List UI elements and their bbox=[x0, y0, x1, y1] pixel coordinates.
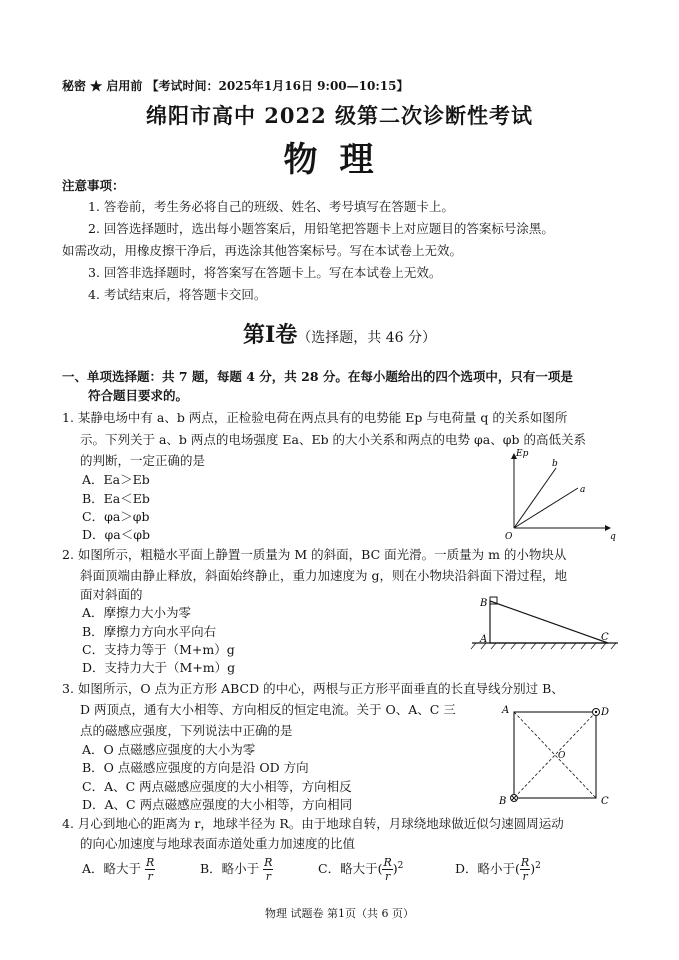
label-d: D bbox=[601, 707, 610, 718]
label-a: A bbox=[502, 705, 510, 716]
label-b: B bbox=[499, 796, 507, 807]
option-prefix: B．略小于 bbox=[200, 861, 260, 876]
option-prefix: A．略大于 bbox=[82, 861, 142, 876]
subject-title: 物理 bbox=[283, 140, 396, 180]
question-2-option-d: D．支持力大于（M+m）g bbox=[82, 660, 236, 675]
page-footer: 物理 试题卷 第1页（共 6 页） bbox=[265, 907, 414, 920]
part1-instruction: 符合题目要求的。 bbox=[88, 388, 189, 403]
y-axis-label: Ep bbox=[516, 449, 529, 459]
notice-item: 3. 回答非选择题时，将答案写在答题卡上。写在本试卷上无效。 bbox=[88, 265, 442, 280]
fraction bbox=[263, 856, 273, 883]
fraction bbox=[520, 856, 530, 883]
question-2-option-a: A．摩擦力大小为零 bbox=[82, 605, 192, 620]
fraction-numerator: R bbox=[520, 856, 530, 869]
question-4-text: 的向心加速度与地球表面赤道处重力加速度的比值 bbox=[80, 836, 356, 851]
fraction-numerator: R bbox=[264, 856, 273, 869]
question-3-text: 3. 如图所示，O 点为正方形 ABCD 的中心，两根与正方形平面垂直的长直导线分别过 B、 bbox=[62, 681, 564, 696]
question-3-option-c: C．A、C 两点磁感应强度的大小相等，方向相反 bbox=[82, 779, 352, 794]
fraction-numerator: R bbox=[383, 856, 392, 869]
question-2-option-c: C．支持力等于（M+m）g bbox=[82, 642, 235, 657]
origin-label: O bbox=[505, 532, 513, 542]
label-c: C bbox=[601, 796, 609, 807]
section-note: （选择题，共 46 分） bbox=[297, 330, 436, 346]
line-b bbox=[514, 468, 556, 528]
question-1-option-a: A．Ea＞Eb bbox=[82, 472, 150, 487]
notice-item: 1. 答卷前，考生务必将自己的班级、姓名、考号填写在答题卡上。 bbox=[88, 199, 454, 214]
x-axis-label: q bbox=[610, 532, 616, 542]
exam-title: 绵阳市高中 2022 级第二次诊断性考试 bbox=[145, 103, 534, 128]
label-o: O bbox=[558, 751, 566, 761]
question-2-text: 面对斜面的 bbox=[80, 587, 143, 602]
fraction-denominator: r bbox=[384, 870, 391, 883]
question-2-option-b: B．摩擦力方向水平向右 bbox=[82, 624, 217, 639]
notice-item: 4. 考试结束后，将答题卡交回。 bbox=[88, 287, 267, 302]
line-a-label: a bbox=[580, 485, 586, 495]
question-3-text: 点的磁感应强度，下列说法中正确的是 bbox=[80, 723, 293, 738]
notice-heading: 注意事项： bbox=[62, 178, 125, 193]
question-1-figure bbox=[500, 446, 620, 542]
question-3-option-a: A．O 点磁感应强度的大小为零 bbox=[82, 742, 256, 757]
fraction-denominator: r bbox=[147, 870, 153, 883]
question-4-option-b bbox=[200, 856, 273, 883]
label-b: B bbox=[480, 598, 488, 609]
question-1-option-b: B．Ea＜Eb bbox=[82, 491, 150, 506]
question-1-text: 的判断，一定正确的是 bbox=[80, 453, 206, 468]
question-1-text: 1. 某静电场中有 a、b 两点，正检验电荷在两点具有的电势能 Ep 与电荷量 q 的关系如图所 bbox=[62, 410, 568, 425]
section-heading bbox=[0, 318, 679, 349]
exponent: 2 bbox=[397, 860, 404, 871]
question-3-option-b: B．O 点磁感应强度的方向是沿 OD 方向 bbox=[82, 760, 309, 775]
confidential-header: 秘密 ★ 启用前 【考试时间：2025年1月16日 9:00—10:15】 bbox=[62, 79, 409, 93]
label-c: C bbox=[601, 632, 609, 643]
part1-instruction: 一、单项选择题：共 7 题，每题 4 分，共 28 分。在每小题给出的四个选项中，只有一项是 bbox=[62, 369, 573, 384]
section-title: 第Ⅰ卷 bbox=[242, 322, 298, 348]
question-4-option-a bbox=[82, 856, 155, 883]
question-2-figure bbox=[470, 593, 620, 653]
fraction-denominator: r bbox=[265, 870, 271, 883]
question-2-text: 2. 如图所示，粗糙水平面上静置一质量为 M 的斜面，BC 面光滑。一质量为 m 的小物块从 bbox=[62, 547, 567, 562]
question-1-option-c: C．φa＞φb bbox=[82, 509, 150, 524]
question-4-option-d: D．略小于( $\frac{R}{r}$ )$^2$ bbox=[455, 856, 541, 883]
option-prefix: D．略小于 bbox=[455, 861, 516, 876]
question-3-option-d: D．A、C 两点磁感应强度的大小相等，方向相同 bbox=[82, 797, 353, 812]
fraction bbox=[382, 856, 392, 883]
question-3-figure bbox=[498, 700, 620, 810]
exponent: 2 bbox=[535, 860, 541, 871]
question-3-text: D 两顶点，通有大小相等、方向相反的恒定电流。关于 O、A、C 三 bbox=[80, 702, 456, 717]
line-a bbox=[514, 488, 578, 528]
notice-item: 2. 回答选择题时，选出每小题答案后，用铅笔把答题卡上对应题目的答案标号涂黑。 bbox=[88, 221, 554, 236]
fraction bbox=[145, 856, 155, 883]
question-1-option-d: D．φa＜φb bbox=[82, 527, 150, 542]
label-a: A bbox=[480, 634, 488, 645]
line-b-label: b bbox=[552, 459, 558, 469]
notice-item: 如需改动，用橡皮擦干净后，再选涂其他答案标号。写在本试卷上无效。 bbox=[62, 243, 463, 258]
wire-d-dot-icon bbox=[595, 711, 597, 713]
question-2-text: 斜面顶端由静止释放，斜面始终静止，重力加速度为 g，则在小物块沿斜面下滑过程，地 bbox=[80, 568, 567, 583]
fraction-numerator: R bbox=[146, 856, 155, 869]
fraction-denominator: r bbox=[522, 870, 528, 883]
option-prefix: C．略大于 bbox=[318, 861, 378, 876]
question-4-text: 4. 月心到地心的距离为 r，地球半径为 R。由于地球自转，月球绕地球做近似匀速圆周运动 bbox=[62, 816, 564, 831]
ground-hatching bbox=[471, 643, 616, 649]
question-4-option-c: C．略大于( $\frac{R}{r}$ )$^2$ bbox=[318, 856, 404, 883]
incline-block bbox=[490, 601, 608, 643]
question-1-text: 示。下列关于 a、b 两点的电场强度 Ea、Eb 的大小关系和两点的电势 φa、φb 的高低关系 bbox=[80, 432, 586, 447]
